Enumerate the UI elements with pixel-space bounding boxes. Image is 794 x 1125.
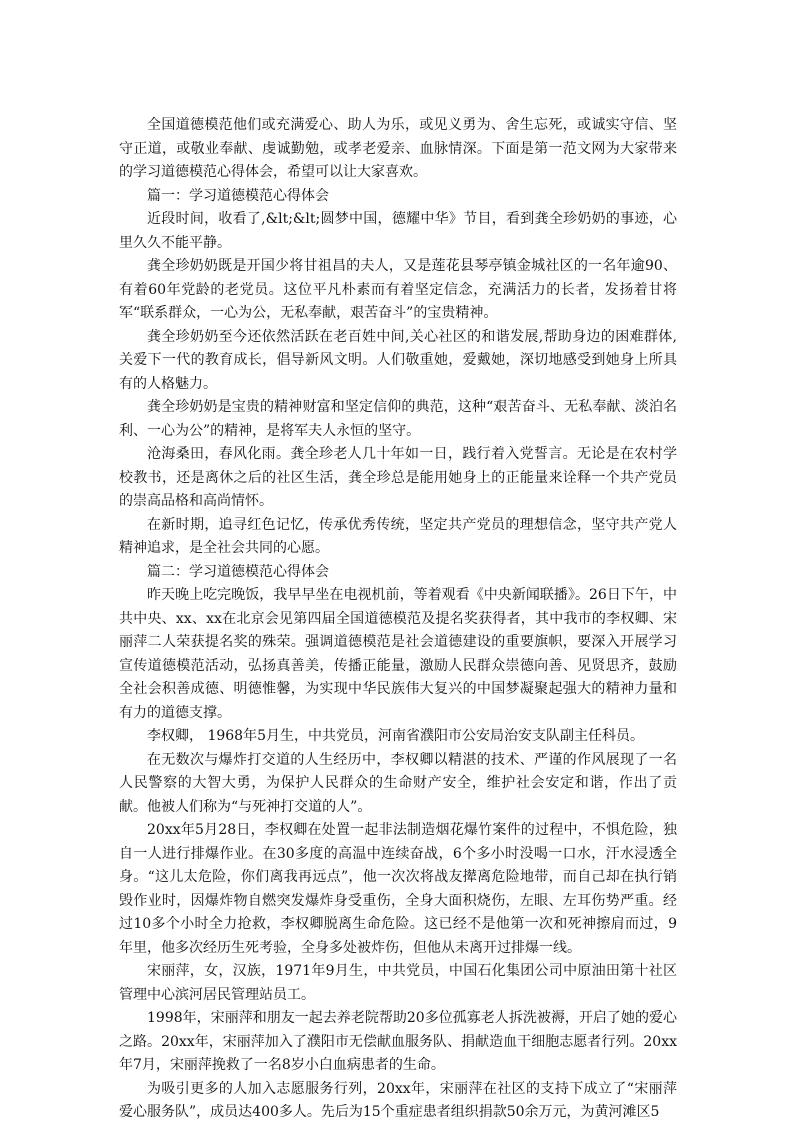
document-body: [119, 114, 677, 1125]
paragraph: 李权卿， 1968年5月生，中共党员，河南省濮阳市公安局治安支队副主任科员。: [147, 728, 644, 744]
paragraph: 为吸引更多的人加入志愿服务行列，20xx年，宋丽萍在社区的支持下成立了“宋丽萍爱心服务队”，成员达400多人。先后为15个重症患者组织捐款50余万元，为黄河滩区5: [119, 1080, 677, 1120]
paragraph: 近段时间，收看了,&lt;&lt;圆梦中国，德耀中华》节目，看到龚全珍奶奶的事迹，心里久久不能平静。: [119, 211, 677, 251]
paragraph-intro: 全国道德模范他们或充满爱心、助人为乐，或见义勇为、舍生忘死，或诚实守信、坚守正道，或敬业奉献、虔诚勤勉，或孝老爱亲、血脉情深。下面是第一范文网为大家带来的学习道德模范心得体会，希望可以让大家喜欢。: [119, 117, 677, 180]
paragraph: 龚全珍奶奶至今还依然活跃在老百姓中间,关心社区的和谐发展,帮助身边的困难群体,关爱下一代的教育成长，倡导新风文明。人们敬重她，爱戴她，深切地感受到她身上所具有的人格魅力。: [119, 328, 677, 392]
paragraph: 在新时期，追寻红色记忆，传承优秀传统，坚定共产党员的理想信念，坚守共产党人精神追求，是全社会共同的心愿。: [119, 516, 677, 556]
section-heading-2: 篇二：学习道德模范心得体会: [147, 563, 329, 580]
paragraph: 20xx年5月28日，李权卿在处置一起非法制造烟花爆竹案件的过程中，不惧危险，独自一人进行排爆作业。在30多度的高温中连续奋战，6个多小时没喝一口水，汗水浸透全身。“这儿太危险，你们离我再远点”，他一次次将战友撵离危险地带，而自己却在执行销毁作业时，因爆炸物自燃突发爆炸身受重伤，全身大面积烧伤，左眼、左耳伤势严重。经过10多个小时全力抢救，李权卿脱离生命危险。这已经不是他第一次和死神擦肩而过，9年里，他多次经历生死考验，全身多处被炸伤，但他从未离开过排爆一线。: [119, 822, 677, 956]
paragraph: 宋丽萍，女，汉族，1971年9月生，中共党员，中国石化集团公司中原油田第十社区管理中心滨河居民管理站员工。: [119, 963, 677, 1003]
paragraph: 昨天晚上吃完晚饭，我早早坐在电视机前，等着观看《中央新闻联播》。26日下午，中共中央、xx、xx在北京会见第四届全国道德模范及提名奖获得者，其中我市的李权卿、宋丽萍二人荣获提名奖的殊荣。强调道德模范是社会道德建设的重要旗帜，要深入开展学习宣传道德模范活动，弘扬真善美，传播正能量，激励人民群众崇德向善、见贤思齐，鼓励全社会积善成德、明德惟馨，为实现中华民族伟大复兴的中国梦凝聚起强大的精神力量和有力的道德支撑。: [119, 587, 677, 721]
paragraph: 龚全珍奶奶是宝贵的精神财富和坚定信仰的典范，这种“艰苦奋斗、无私奉献、淡泊名利、一心为公”的精神，是将军夫人永恒的坚守。: [119, 399, 677, 439]
paragraph: 在无数次与爆炸打交道的人生经历中，李权卿以精湛的技术、严谨的作风展现了一名人民警察的大智大勇，为保护人民群众的生命财产安全，维护社会安定和谐，作出了贡献。他被人们称为“与死神打交道的人”。: [119, 751, 677, 815]
paragraph: 沧海桑田，春风化雨。龚全珍老人几十年如一日，践行着入党誓言。无论是在农村学校教书，还是离休之后的社区生活，龚全珍总是能用她身上的正能量来诠释一个共产党员的崇高品格和高尚情怀。: [119, 446, 677, 509]
paragraph: 龚全珍奶奶既是开国少将甘祖昌的夫人，又是莲花县琴亭镇金城社区的一名年逾90、有着60年党龄的老党员。这位平凡朴素而有着坚定信念，充满活力的长者，发扬着甘将军“联系群众，一心为公，无私奉献，艰苦奋斗”的宝贵精神。: [119, 258, 677, 321]
paragraph: 1998年，宋丽萍和朋友一起去养老院帮助20多位孤寡老人拆洗被褥，开启了她的爱心之路。20xx年，宋丽萍加入了濮阳市无偿献血服务队、捐献造血干细胞志愿者行列。20xx年7月，宋丽萍挽救了一名8岁小白血病患者的生命。: [119, 1010, 677, 1073]
section-heading-1: 篇一：学习道德模范心得体会: [147, 187, 329, 204]
